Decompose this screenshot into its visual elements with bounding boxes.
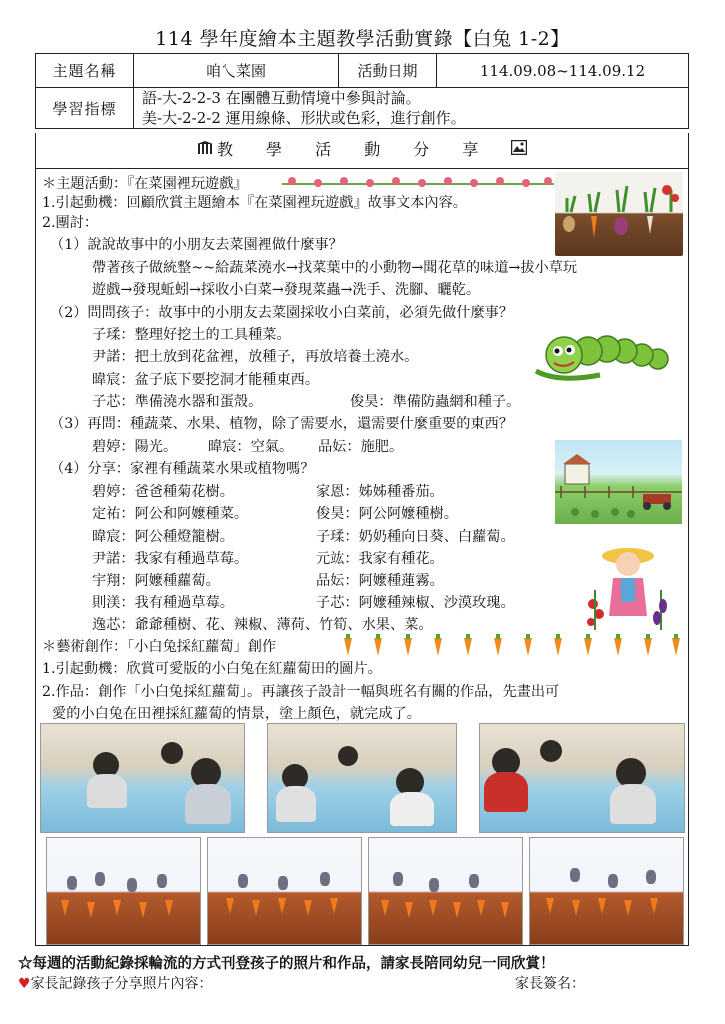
classroom-photo <box>40 723 245 833</box>
art-work-line: 2.作品：創作「小白兔採紅蘿蔔」。再讓孩子設計一幅與班名有關的作品，先畫出可 <box>42 684 560 700</box>
farm-illustration <box>555 440 682 524</box>
art-motivation: 1.引起動機：欣賞可愛版的小白兔在紅蘿蔔田的圖片。 <box>42 661 382 677</box>
question-4: （4）分享：家裡有種蔬菜水果或植物嗎？ <box>50 461 315 477</box>
carrot-row-decoration <box>338 634 683 658</box>
discussion-label: 2.團討： <box>42 215 99 231</box>
student-drawing <box>207 837 362 945</box>
q2-answer: 子瑈：整理好挖土的工具種菜。 <box>92 327 291 343</box>
theme-label: 主題名稱 <box>36 54 134 88</box>
theme-value: 咱乀菜園 <box>134 54 339 88</box>
q3-answer: 暐宸：空氣。 <box>208 439 294 455</box>
q1-answer-line: 帶著孩子做統整~~給蔬菜澆水→找菜葉中的小動物→聞花草的味道→拔小草玩 <box>92 260 578 276</box>
record-label: 家長記錄孩子分享照片內容： <box>30 976 213 992</box>
q3-answer: 碧婷：陽光。 <box>92 439 178 455</box>
goal-item: 語-大-2-2-3 在團體互動情境中參與討論。 <box>142 89 421 107</box>
q1-answer-line: 遊戲→發現蚯蚓→採收小白菜→發現菜蟲→洗手、洗腳、曬乾。 <box>92 282 481 298</box>
gardener-girl-illustration <box>583 540 673 634</box>
q4-answer: 家恩：姊姊種番茄。 <box>316 484 444 500</box>
art-heading: ＊藝術創作：「小白兔採紅蘿蔔」創作 <box>42 639 277 655</box>
q4-answer: 子瑈：奶奶種向日葵、白蘿蔔。 <box>316 529 515 545</box>
goal-item: 美-大-2-2-2 運用線條、形狀或色彩，進行創作。 <box>142 109 466 127</box>
q4-answer: 暐宸：阿公種燈籠樹。 <box>92 529 234 545</box>
footer-record-row <box>18 973 585 993</box>
activity-heading: ＊主題活動：『在菜園裡玩遊戲』 <box>42 176 248 192</box>
vegetable-garden-illustration <box>555 172 683 256</box>
q4-answer: 俊昊：阿公阿嬤種樹。 <box>316 506 458 522</box>
q2-answer: 子芯：準備澆水器和蛋殼。 <box>92 394 263 410</box>
share-header <box>35 133 689 169</box>
question-1: （1）說說故事中的小朋友去菜園裡做什麼事？ <box>50 237 343 253</box>
motivation-line: 1.引起動機：回顧欣賞主題繪本『在菜園裡玩遊戲』故事文本內容。 <box>42 195 467 211</box>
classroom-photo <box>479 723 685 833</box>
flower-garland <box>282 174 554 190</box>
goals-label: 學習指標 <box>36 88 134 129</box>
q4-answer: 品妘：阿嬤種蓮霧。 <box>316 573 444 589</box>
q2-answer: 俊昊：準備防蟲網和種子。 <box>350 394 521 410</box>
share-title: 教 學 活 動 分 享 <box>216 140 493 159</box>
q4-answer: 定祐：阿公和阿嬤種菜。 <box>92 506 249 522</box>
q4-answer: 逸芯：爺爺種樹、花、辣椒、薄荷、竹筍、水果、菜。 <box>92 617 433 633</box>
q3-answer: 品妘：施肥。 <box>318 439 404 455</box>
student-drawing <box>529 837 684 945</box>
caterpillar-illustration <box>530 331 670 387</box>
art-work-line: 愛的小白兔在田裡採紅蘿蔔的情景，塗上顏色，就完成了。 <box>52 706 421 722</box>
building-icon <box>197 143 217 159</box>
date-label: 活動日期 <box>339 54 437 88</box>
footer-note: ☆每週的活動紀錄採輪流的方式刊登孩子的照片和作品，請家長陪同幼兒一同欣賞！ <box>18 955 555 972</box>
q4-answer: 尹諾：我家有種過草莓。 <box>92 551 249 567</box>
date-value: 114.09.08~114.09.12 <box>437 54 689 88</box>
q2-answer: 暐宸：盆子底下要挖洞才能種東西。 <box>92 372 320 388</box>
student-drawing <box>46 837 201 945</box>
q2-answer: 尹諾：把土放到花盆裡，放種子，再放培養土澆水。 <box>92 349 419 365</box>
q4-answer: 碧婷：爸爸種菊花樹。 <box>92 484 234 500</box>
info-table <box>35 53 689 129</box>
sign-label: 家長簽名： <box>515 976 585 992</box>
heart-icon: ♥ <box>18 976 31 992</box>
q4-answer: 子芯：阿嬤種辣椒、沙漠玫瑰。 <box>316 595 515 611</box>
question-3: （3）再問：種蔬菜、水果、植物，除了需要水，還需要什麼重要的東西？ <box>50 416 514 432</box>
q4-answer: 元竑：我家有種花。 <box>316 551 444 567</box>
q4-answer: 宇翔：阿嬤種蘿蔔。 <box>92 573 220 589</box>
classroom-photo <box>267 723 457 833</box>
student-drawing <box>368 837 523 945</box>
goals-cell <box>134 88 689 129</box>
picture-frame-icon <box>511 143 527 159</box>
q4-answer: 則渼：我有種過草莓。 <box>92 595 234 611</box>
question-2: （2）問問孩子：故事中的小朋友去菜園採收小白菜前，必須先做什麼事？ <box>50 305 514 321</box>
page-title: 114 學年度繪本主題教學活動實錄【白兔 1-2】 <box>155 28 570 50</box>
